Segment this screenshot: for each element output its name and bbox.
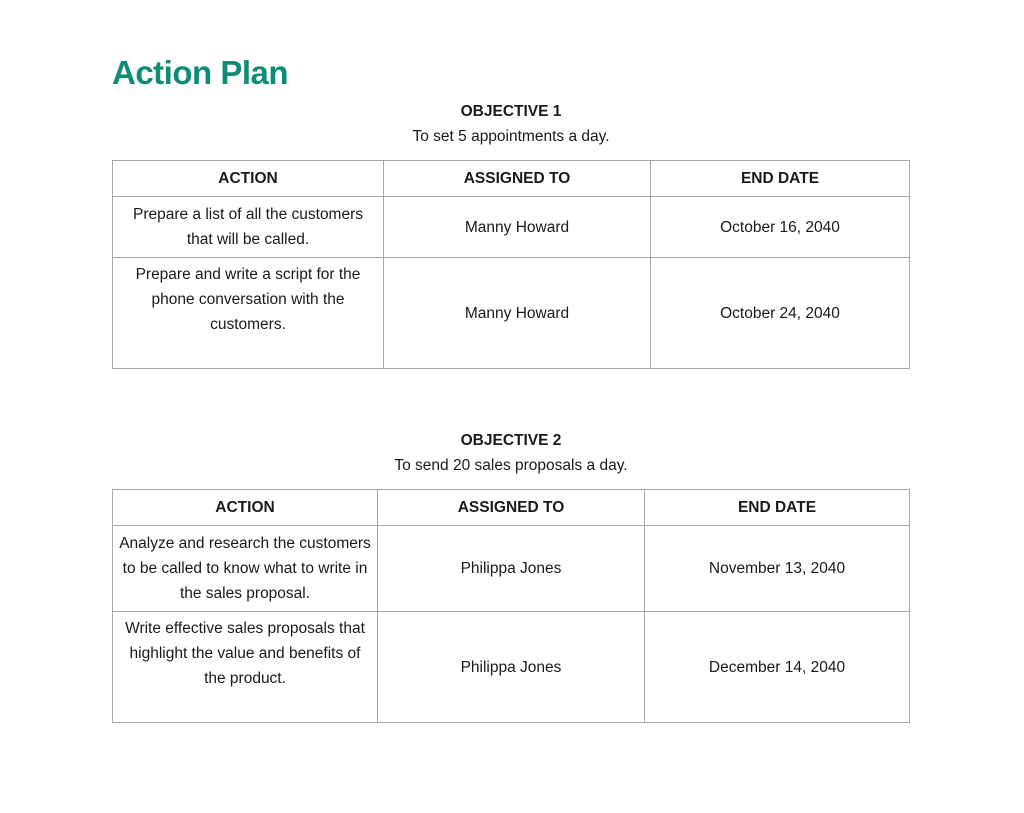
assigned-cell: Philippa Jones [378,526,645,612]
action-cell: Prepare and write a script for the phone conversation with the customers. [113,258,384,369]
action-cell: Prepare a list of all the customers that will be called. [113,197,384,258]
objective-heading: OBJECTIVE 1 [460,103,562,120]
action-cell: Analyze and research the customers to be called to know what to write in the sales proposal. [113,526,378,612]
end-date-cell: November 13, 2040 [645,526,910,612]
table-row [113,612,910,723]
end-date-cell: October 16, 2040 [651,197,910,258]
end-date-cell: December 14, 2040 [645,612,910,723]
objective-1-table [112,160,910,369]
column-header-assigned-to: ASSIGNED TO [378,490,645,526]
column-header-action: ACTION [113,161,384,197]
column-header-end-date: END DATE [645,490,910,526]
objective-2 [112,428,910,478]
objective-description: To send 20 sales proposals a day. [394,457,628,474]
table-row [113,258,910,369]
assigned-cell: Philippa Jones [378,612,645,723]
objective-description: To set 5 appointments a day. [412,128,610,145]
table-header-row [113,490,910,526]
page-title: Action Plan [112,54,289,91]
table-header-row [113,161,910,197]
objective-2-table [112,489,910,723]
objective-1 [112,99,910,149]
table-row [113,526,910,612]
objective-heading: OBJECTIVE 2 [460,432,562,449]
column-header-action: ACTION [113,490,378,526]
action-cell: Write effective sales proposals that highlight the value and benefits of the product. [113,612,378,723]
column-header-end-date: END DATE [651,161,910,197]
table-row [113,197,910,258]
end-date-cell: October 24, 2040 [651,258,910,369]
assigned-cell: Manny Howard [384,197,651,258]
assigned-cell: Manny Howard [384,258,651,369]
column-header-assigned-to: ASSIGNED TO [384,161,651,197]
